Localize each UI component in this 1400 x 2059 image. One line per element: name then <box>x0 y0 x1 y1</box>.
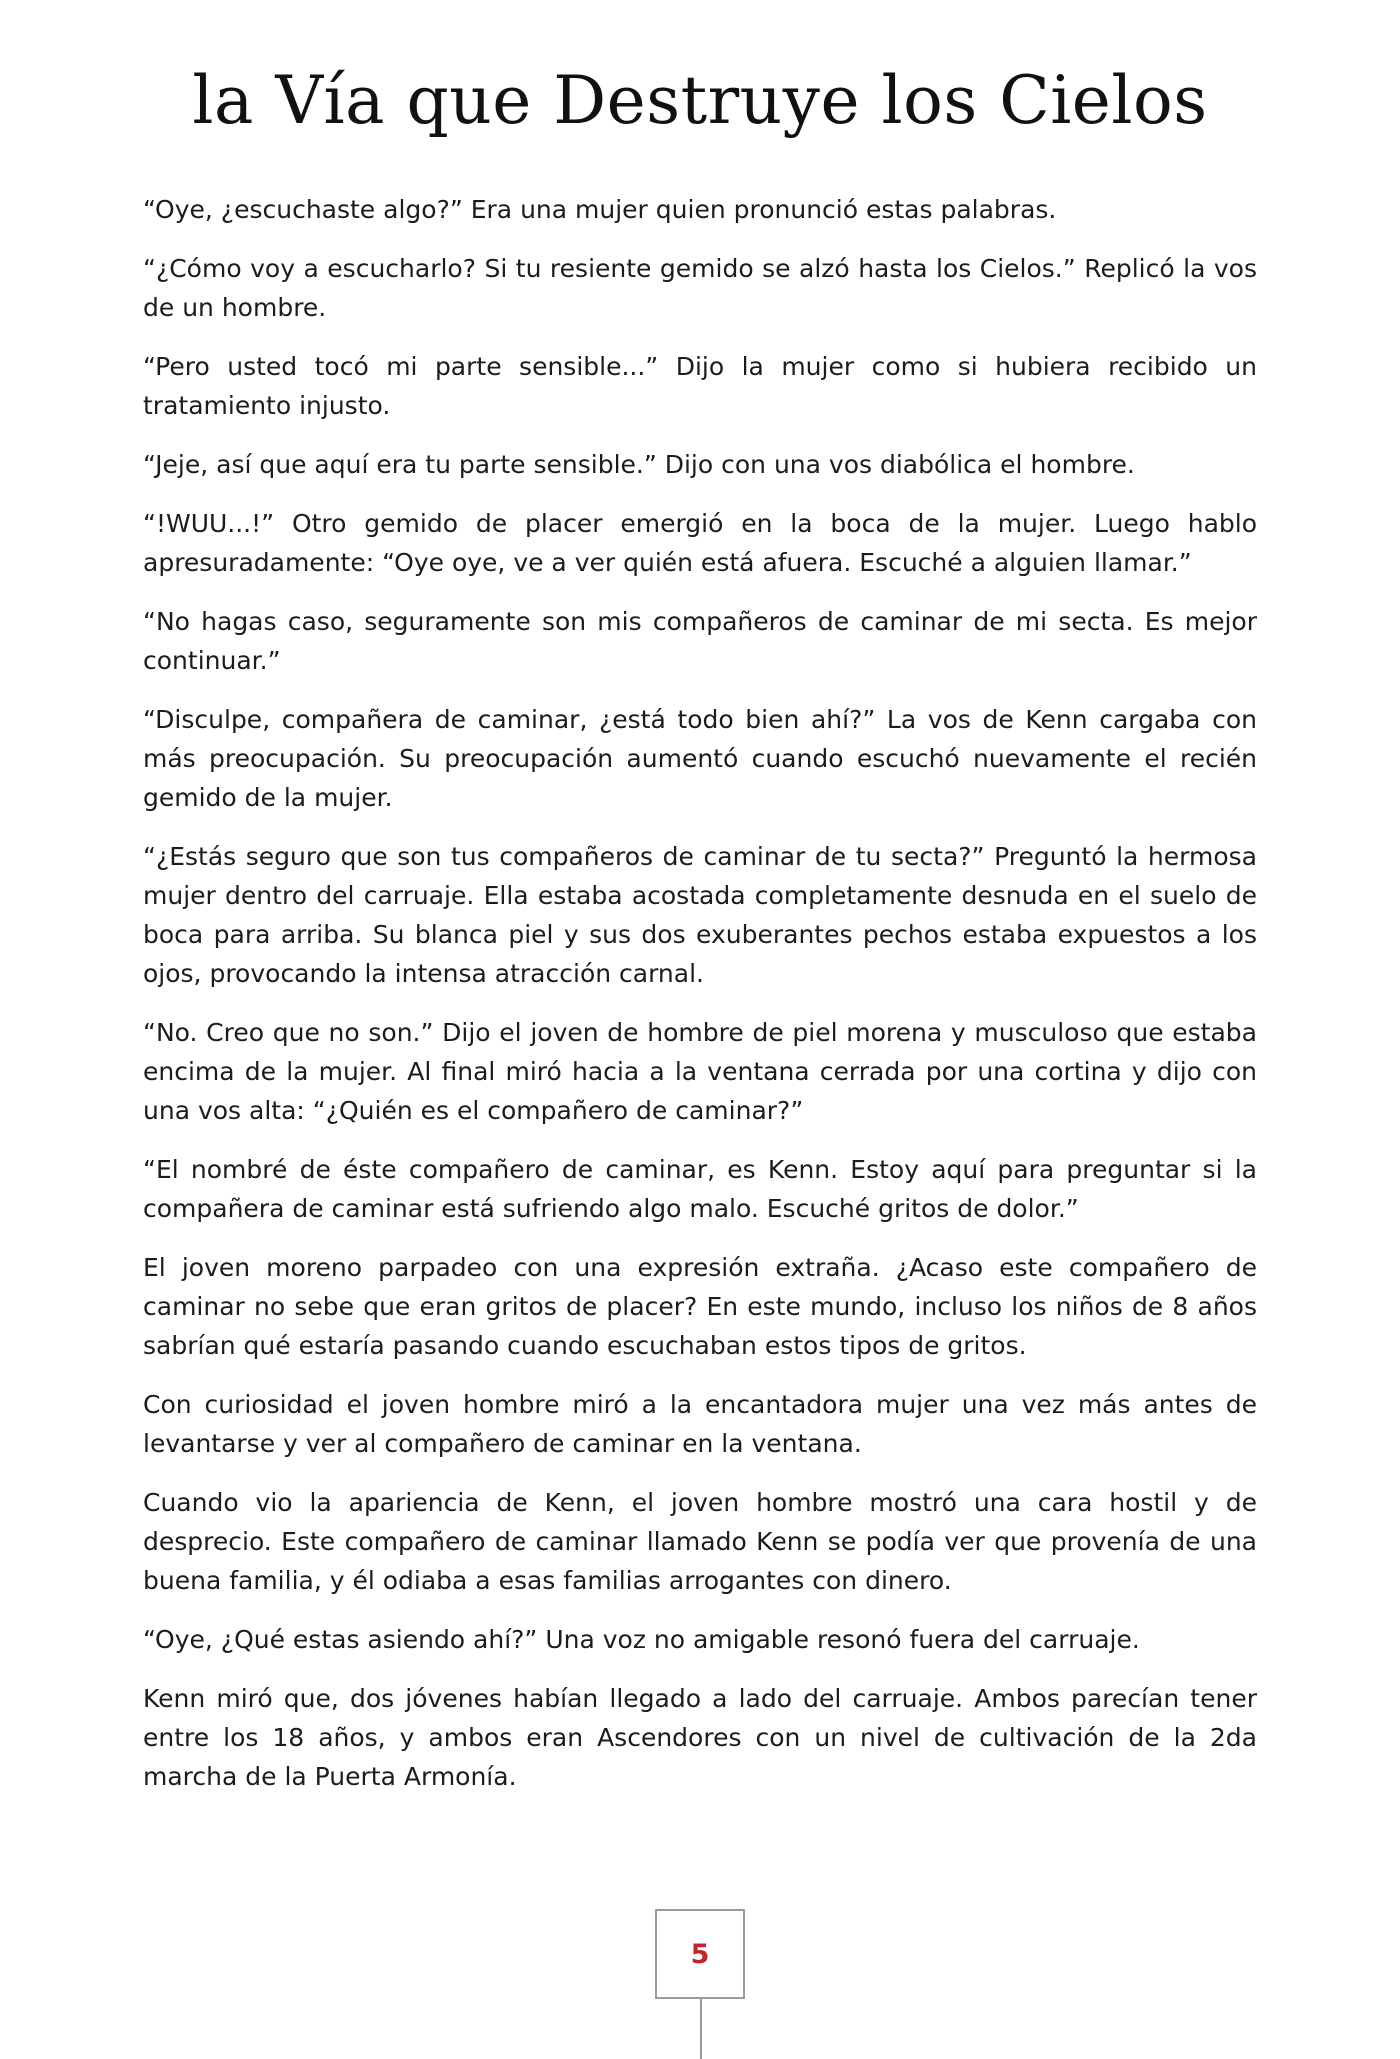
paragraph: Kenn miró que, dos jóvenes habían llegado a lado del carruaje. Ambos parecían tener entre los 18 años, y ambos eran Ascendores con un nivel de cultivación de la 2da marcha de la Puerta Armonía. <box>143 1684 1257 1791</box>
page-number-divider <box>700 1999 702 2059</box>
paragraph: “Oye, ¿escuchaste algo?” Era una mujer quien pronunció estas palabras. <box>143 195 1057 224</box>
paragraph: “No hagas caso, seguramente son mis compañeros de caminar de mi secta. Es mejor continuar.” <box>143 607 1257 675</box>
paragraph: “¿Estás seguro que son tus compañeros de caminar de tu secta?” Preguntó la hermosa mujer dentro del carruaje. Ella estaba acostada completamente desnuda en el suelo de boca para arriba. Su blanca piel y sus dos exuberantes pechos estaba expuestos a los ojos, provocando la intensa atracción carnal. <box>143 842 1257 988</box>
paragraph: Con curiosidad el joven hombre miró a la encantadora mujer una vez más antes de levantarse y ver al compañero de caminar en la ventana. <box>143 1390 1257 1458</box>
page-title: la Vía que Destruye los Cielos <box>192 62 1208 139</box>
document-body <box>143 190 1257 1816</box>
paragraph: El joven moreno parpadeo con una expresión extraña. ¿Acaso este compañero de caminar no sebe que eran gritos de placer? En este mundo, incluso los niños de 8 años sabrían qué estaría pasando cuando escuchaban estos tipos de gritos. <box>143 1253 1257 1360</box>
paragraph: “!WUU...!” Otro gemido de placer emergió en la boca de la mujer. Luego hablo apresuradamente: “Oye oye, ve a ver quién está afuera. Escuché a alguien llamar.” <box>143 509 1257 577</box>
paragraph: Cuando vio la apariencia de Kenn, el joven hombre mostró una cara hostil y de desprecio. Este compañero de caminar llamado Kenn se podía ver que provenía de una buena familia, y él odiaba a esas familias arrogantes con dinero. <box>143 1488 1257 1595</box>
paragraph: “No. Creo que no son.” Dijo el joven de hombre de piel morena y musculoso que estaba encima de la mujer. Al final miró hacia a la ventana cerrada por una cortina y dijo con una vos alta: “¿Quién es el compañero de caminar?” <box>143 1018 1257 1125</box>
paragraph: “Pero usted tocó mi parte sensible...” Dijo la mujer como si hubiera recibido un tratamiento injusto. <box>143 352 1257 420</box>
paragraph: “El nombré de éste compañero de caminar, es Kenn. Estoy aquí para preguntar si la compañera de caminar está sufriendo algo malo. Escuché gritos de dolor.” <box>143 1155 1257 1223</box>
page-number-box <box>655 1909 745 1999</box>
paragraph: “Jeje, así que aquí era tu parte sensible.” Dijo con una vos diabólica el hombre. <box>143 450 1135 479</box>
page-number: 5 <box>690 1938 710 1970</box>
paragraph: “Oye, ¿Qué estas asiendo ahí?” Una voz no amigable resonó fuera del carruaje. <box>143 1625 1140 1654</box>
paragraph: “Disculpe, compañera de caminar, ¿está todo bien ahí?” La vos de Kenn cargaba con más preocupación. Su preocupación aumentó cuando escuchó nuevamente el recién gemido de la mujer. <box>143 705 1257 812</box>
paragraph: “¿Cómo voy a escucharlo? Si tu resiente gemido se alzó hasta los Cielos.” Replicó la vos de un hombre. <box>143 254 1257 322</box>
